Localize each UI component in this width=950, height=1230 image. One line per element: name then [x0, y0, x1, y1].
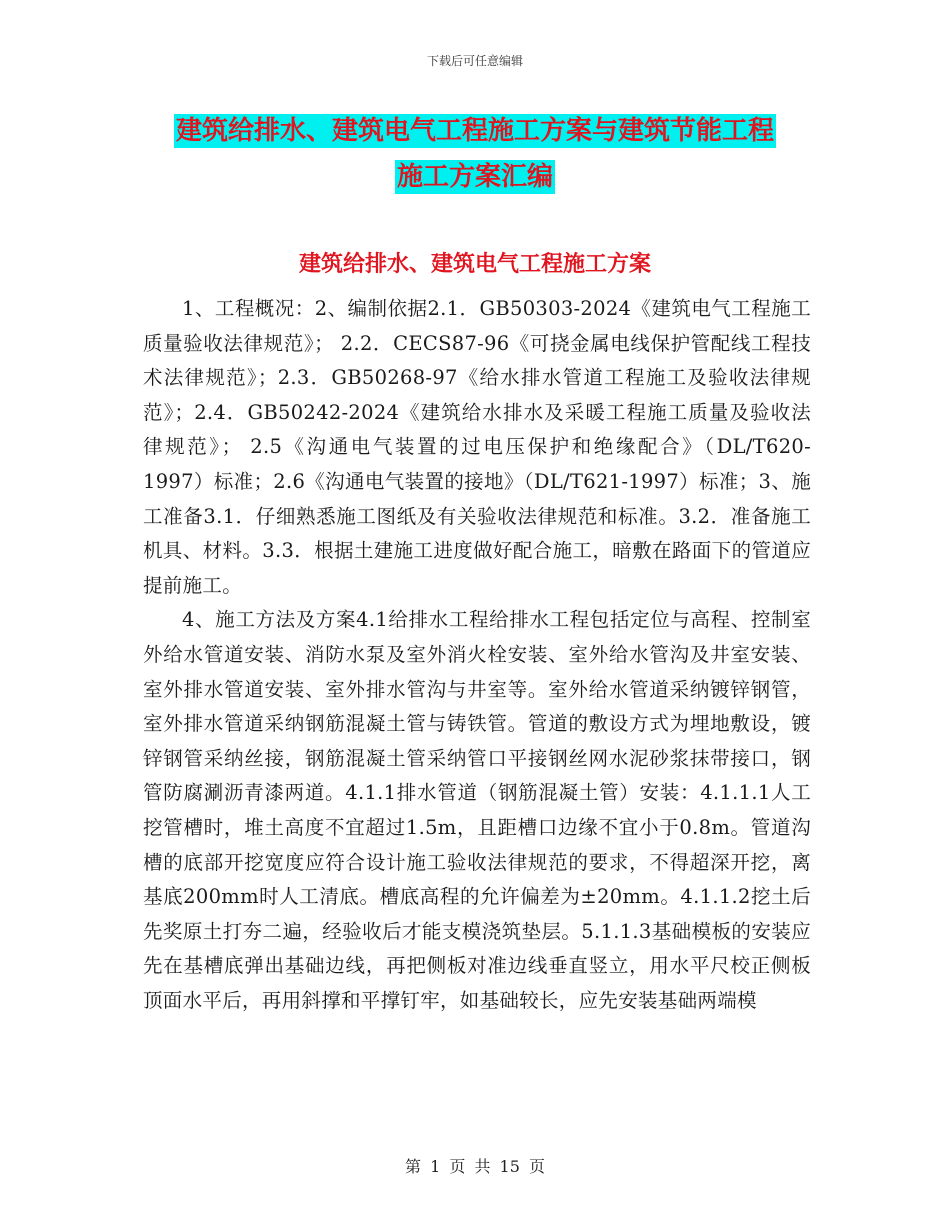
- document-title-line2: 施工方案汇编: [396, 162, 553, 192]
- paragraph: 4、施工方法及方案4.1给排水工程给排水工程包括定位与高程、控制室外给水管道安装、消防水泵及室外消火栓安装、室外给水管沟及井室安装、室外排水管道安装、室外排水管沟与井室等。室外给水管道采纳镀锌钢管，室外排水管道采纳钢筋混凝土管与铸铁管。管道的敷设方式为埋地敷设，镀锌钢管采纳丝接，钢筋混凝土管采纳管口平接钢丝网水泥砂浆抹带接口，钢管防腐涮沥青漆两道。4.1.1排水管道（钢筋混凝土管）安装：4.1.1.1人工挖管槽时，堆土高度不宜超过1.5m，且距槽口边缘不宜小于0.8m。管道沟槽的底部开挖宽度应符合设计施工验收法律规范的要求，不得超深开挖，离基底200mm时人工清底。槽底高程的允许偏差为±20mm。4.1.1.2挖土后先奖原土打夯二遍，经验收后才能支模浇筑垫层。5.1.1.3基础模板的安装应先在基槽底弹出基础边线，再把侧板对准边线垂直竖立，用水平尺校正侧板顶面水平后，再用斜撑和平撑钉牢，如基础较长，应先安装基础两端模: [143, 608, 811, 1012]
- header-note: 下载后可任意编辑: [426, 54, 523, 68]
- body-text: [143, 292, 811, 1018]
- paragraph: 1、工程概况：2、编制依据2.1．GB50303-2024《建筑电气工程施工质量验收法律规范》； 2.2．CECS87-96《可挠金属电线保护管配线工程技术法律规范》；2.3．GB50268-97《给水排水管道工程施工及验收法律规范》；2.4．GB50242-2024《建筑给水排水及采暖工程施工质量及验收法律规范》； 2.5《沟通电气装置的过电压保护和绝缘配合》（DL/T620-1997）标准；2.6《沟通电气装置的接地》（DL/T621-1997）标准；3、施工准备3.1．仔细熟悉施工图纸及有关验收法律规范和标准。3.2．准备施工机具、材料。3.3．根据土建施工进度做好配合施工，暗敷在路面下的管道应提前施工。: [143, 297, 811, 597]
- section-title: 建筑给排水、建筑电气工程施工方案: [298, 252, 651, 277]
- document-title-line1: 建筑给排水、建筑电气工程施工方案与建筑节能工程: [175, 116, 774, 146]
- page-footer: 第 1 页 共 15 页: [405, 1157, 545, 1176]
- document-title: [140, 108, 810, 200]
